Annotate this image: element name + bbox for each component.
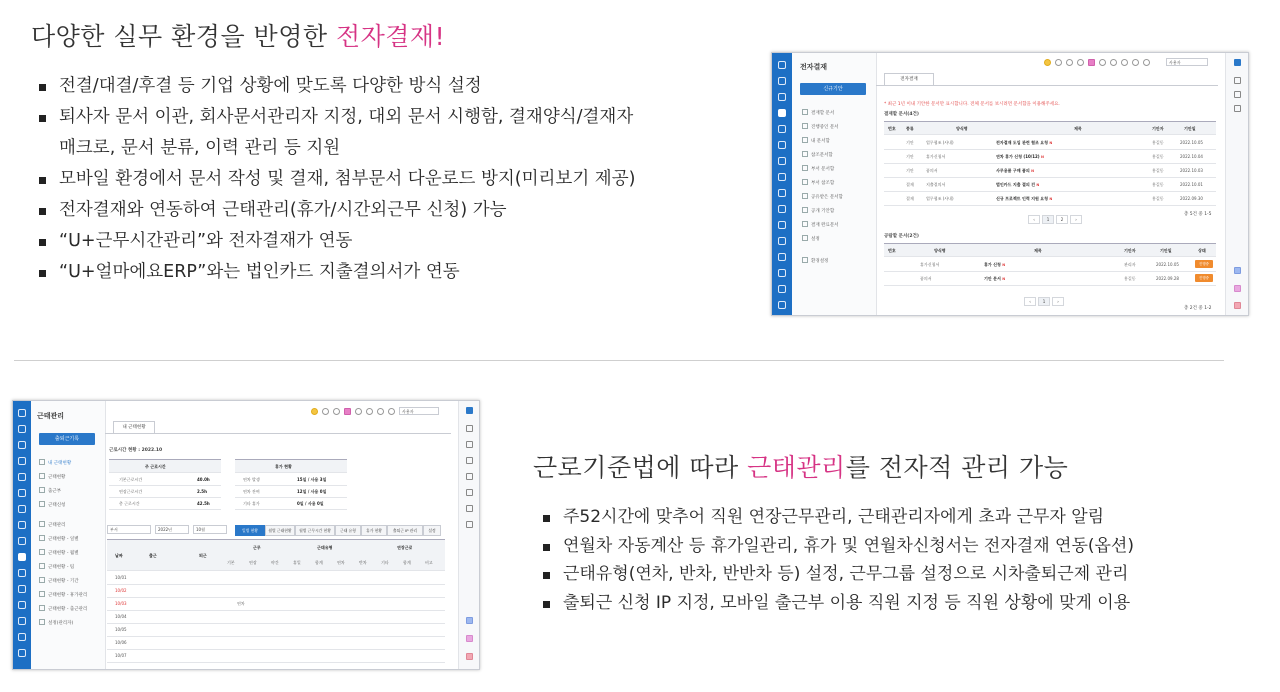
section2-title-suffix: 를 전자적 관리 가능 xyxy=(845,453,1069,482)
cell-drafter: 홍길동 xyxy=(1152,168,1164,173)
table-header xyxy=(884,244,1216,257)
cell-drafter: 홍길동 xyxy=(1124,276,1136,281)
cell-kind: 결재 xyxy=(906,196,914,201)
cell-note: 연차 xyxy=(237,601,245,606)
section1-bullet: “U+근무시간관리”와 전자결재가 연동 xyxy=(33,226,635,257)
settings-icon[interactable] xyxy=(778,285,786,293)
section2-bullet: 출퇴근 신청 IP 지정, 모바일 출근부 이용 직원 지정 등 직원 상황에 맞게 이용 xyxy=(537,589,1134,618)
notice-text: * 최근 1년 이내 기안한 문서만 표시합니다. 전체 문서를 보시려면 문서함을 이용해주세요. xyxy=(884,102,1060,107)
box-value: 40.0h xyxy=(197,477,210,482)
calendar-icon[interactable] xyxy=(466,617,473,624)
app-nav-rail xyxy=(13,401,31,669)
doc-icon[interactable] xyxy=(1234,77,1241,84)
col-header: 기안일 xyxy=(1184,126,1196,131)
col-header: 기안자 xyxy=(1124,248,1136,253)
subject-text: 법인카드 지출 결의 건 xyxy=(996,182,1035,187)
sub-header: 반차 xyxy=(359,560,367,565)
col-header: 제목 xyxy=(1074,126,1082,131)
sidebar-item[interactable]: 근태현황 xyxy=(39,473,65,480)
subject-text: 신규 프로젝트 인력 지원 요청 xyxy=(996,196,1048,201)
subject-text: 연차 휴가 신청 (10/12) xyxy=(996,154,1040,159)
drive-icon[interactable] xyxy=(778,157,786,165)
sidebar-item[interactable]: 참조문서함 xyxy=(802,151,833,158)
box-row xyxy=(109,497,221,510)
pager-page[interactable]: 1 xyxy=(1042,215,1054,224)
attendance-icon[interactable] xyxy=(778,189,786,197)
contacts-icon[interactable] xyxy=(778,141,786,149)
section-divider xyxy=(14,360,1224,361)
work-hours-box xyxy=(109,459,221,510)
view-chip[interactable]: 월별 근태현황 xyxy=(265,525,295,536)
list-icon[interactable] xyxy=(466,473,473,480)
top-toolbar xyxy=(311,408,395,415)
cell-date: 2022.10.01 xyxy=(1180,182,1203,187)
cell-kind: 기안 xyxy=(906,154,914,159)
user-select[interactable]: 사용자 xyxy=(399,407,439,415)
search-icon[interactable] xyxy=(333,408,340,415)
cell-date: 2022.09.30 xyxy=(1180,196,1203,201)
sub-header: 기타 xyxy=(381,560,389,565)
table1-page-info: 총 5건 중 1-5 xyxy=(1184,212,1212,217)
cell-form: 품의서 xyxy=(920,276,932,281)
section2-bullet: 연월차 자동계산 등 휴가일관리, 휴가 및 연월차신청서는 전자결재 연동(옵션) xyxy=(537,532,1134,561)
home-icon[interactable] xyxy=(778,61,786,69)
chart-icon[interactable] xyxy=(778,205,786,213)
sidebar-item[interactable]: 근태신청 xyxy=(39,501,65,508)
table-row[interactable] xyxy=(107,623,445,637)
box-label: 총 근로시간 xyxy=(119,501,140,506)
year-select[interactable]: 2022년 xyxy=(155,525,189,534)
col-header: 근무 xyxy=(253,545,261,550)
sidebar-item[interactable]: 진행중인 문서 xyxy=(802,123,839,130)
pager-page[interactable]: 2 xyxy=(1056,215,1068,224)
box-value: 15일 / 사용 3일 xyxy=(297,477,327,482)
cell-date: 10/01 xyxy=(115,575,127,580)
section1-bullet: “U+얼마에요ERP”와는 법인카드 지출결의서가 연동 xyxy=(33,257,635,288)
more-icon[interactable] xyxy=(18,649,26,657)
clock-in-button[interactable]: 출퇴근기록 xyxy=(39,433,95,445)
pager-next[interactable]: › xyxy=(1052,297,1064,306)
task-icon[interactable] xyxy=(778,173,786,181)
cell-form: 휴가신청서 xyxy=(920,262,940,267)
col-header: 번호 xyxy=(888,126,896,131)
sidebar-item[interactable]: 근태현황 - 휴가관리 xyxy=(39,591,87,598)
cell-date: 2022.09.28 xyxy=(1156,276,1179,281)
more-icon[interactable] xyxy=(778,301,786,309)
sidebar-item[interactable]: 설정 xyxy=(802,235,820,242)
pager-next[interactable]: › xyxy=(1070,215,1082,224)
user-icon[interactable] xyxy=(1234,105,1241,112)
table-row[interactable] xyxy=(884,177,1216,192)
table-row[interactable] xyxy=(107,584,445,598)
apps-icon[interactable] xyxy=(1234,59,1241,66)
cell-drafter: 홍길동 xyxy=(1152,140,1164,145)
note-icon[interactable] xyxy=(778,221,786,229)
box-label: 기타 휴가 xyxy=(243,501,260,506)
mail-badge-icon[interactable] xyxy=(344,408,351,415)
summary-title: 근로시간 현황 : 2022.10 xyxy=(109,448,163,453)
subject-text: 휴가 신청 xyxy=(984,262,1001,267)
doc-icon[interactable] xyxy=(466,425,473,432)
attendance-grid xyxy=(107,539,445,666)
clip-icon[interactable] xyxy=(778,253,786,261)
contacts-icon[interactable] xyxy=(377,408,384,415)
table-row[interactable] xyxy=(884,271,1216,286)
table2-page-info: 총 2건 중 1-2 xyxy=(1184,306,1212,311)
cell-date: 10/05 xyxy=(115,627,127,632)
people-icon[interactable] xyxy=(778,237,786,245)
table-row[interactable] xyxy=(107,636,445,650)
cell-subject[interactable]: 연차 휴가 신청 (10/12) N xyxy=(996,154,1044,159)
table-row[interactable] xyxy=(884,257,1216,272)
col-header: 양식명 xyxy=(956,126,968,131)
table1-pager xyxy=(1028,215,1082,224)
cell-drafter: 홍길동 xyxy=(1152,154,1164,159)
sub-header: 합계 xyxy=(403,560,411,565)
status-button[interactable]: 진행중 xyxy=(1195,260,1213,268)
app-title: 전자결재 xyxy=(800,63,828,71)
attendance-icon[interactable] xyxy=(18,553,26,561)
chat-icon[interactable] xyxy=(322,408,329,415)
sidebar-item[interactable]: 근태현황 - 월별 xyxy=(39,549,79,556)
box-label: 연차 발생 xyxy=(243,477,260,482)
user-select[interactable]: 사용자 xyxy=(1166,58,1208,66)
calendar-icon[interactable] xyxy=(1234,267,1241,274)
board-icon[interactable] xyxy=(778,125,786,133)
box-row xyxy=(235,497,347,510)
section1-bullet-text: 퇴사자 문서 이관, 회사문서관리자 지정, 대외 문서 시행함, 결재양식/결재자 xyxy=(59,107,634,127)
sidebar-item[interactable]: 결재할 문서 xyxy=(802,109,834,116)
subject-text: 전자결재 도입 관련 협조 요청 xyxy=(996,140,1048,145)
table-header xyxy=(884,122,1216,135)
gear-icon[interactable] xyxy=(388,408,395,415)
col-header: 근태유형 xyxy=(317,545,333,550)
app-nav-rail xyxy=(772,53,792,315)
section1-title-text: 다양한 실무 환경을 반영한 xyxy=(31,22,336,51)
col-header: 퇴근 xyxy=(199,553,207,558)
leave-status-box xyxy=(235,459,347,510)
cell-subject[interactable]: 전자결재 도입 관련 협조 요청 N xyxy=(996,140,1053,145)
section1-bullet: 전결/대결/후결 등 기업 상황에 맞도록 다양한 방식 설정 xyxy=(33,71,635,102)
app-title: 근태관리 xyxy=(37,412,65,420)
cell-form: 업무협조 (사내) xyxy=(926,196,954,201)
view-chip[interactable]: 월별 근무시간 현황 xyxy=(295,525,335,536)
box-value: 2.5h xyxy=(197,489,207,494)
cell-subject[interactable]: 법인카드 지출 결의 건 N xyxy=(996,182,1040,187)
col-header: 제목 xyxy=(1034,248,1042,253)
clock-icon[interactable] xyxy=(1234,91,1241,98)
table2-title: 공람할 문서(2건) xyxy=(884,234,919,239)
sub-header: 연장 xyxy=(249,560,257,565)
col-header: 종류 xyxy=(906,126,914,131)
sub-header: 야간 xyxy=(271,560,279,565)
table-row[interactable] xyxy=(884,191,1216,206)
view-chip[interactable]: 출퇴근 IP 관리 xyxy=(387,525,423,536)
sidebar-item[interactable]: 출근부 xyxy=(39,487,61,494)
subject-text: 기안 문서 xyxy=(984,276,1001,281)
calendar-icon[interactable] xyxy=(18,441,26,449)
sidebar-item[interactable]: 내 근태현황 xyxy=(39,459,71,466)
table-row[interactable] xyxy=(107,649,445,663)
attendance-app-screenshot xyxy=(12,400,480,670)
box-header xyxy=(109,460,221,473)
section2-bullet: 근태유형(연차, 반차, 반반차 등) 설정, 근무그룹 설정으로 시차출퇴근제 관리 xyxy=(537,560,1134,589)
cell-date: 10/07 xyxy=(115,653,127,658)
board-icon[interactable] xyxy=(1234,302,1241,309)
approval-sidebar xyxy=(792,53,877,315)
table-row[interactable] xyxy=(884,163,1216,178)
box-value: 12일 / 사용 0일 xyxy=(297,489,327,494)
search-icon[interactable] xyxy=(1066,59,1073,66)
share-icon[interactable] xyxy=(466,521,473,528)
sidebar-item[interactable]: 부서 문서함 xyxy=(802,165,834,172)
status-button[interactable]: 진행중 xyxy=(1195,274,1213,282)
box-value: 42.5h xyxy=(197,501,210,506)
sidebar-item[interactable]: 근태현황 - 출근관리 xyxy=(39,605,87,612)
sub-header: 휴일 xyxy=(293,560,301,565)
phone-icon[interactable] xyxy=(778,269,786,277)
col-header: 연장근로 xyxy=(397,545,413,550)
task-icon[interactable] xyxy=(18,521,26,529)
cell-date: 2022.10.05 xyxy=(1156,262,1179,267)
table-row[interactable] xyxy=(884,149,1216,164)
right-quick-bar xyxy=(1225,53,1248,315)
mail-icon[interactable] xyxy=(18,425,26,433)
box-title: 주 근로시간 xyxy=(145,464,166,469)
apps-icon[interactable] xyxy=(466,407,473,414)
sidebar-item[interactable]: 근태관리 xyxy=(39,521,65,528)
attendance-sidebar xyxy=(31,401,106,669)
box-label: 연장근로시간 xyxy=(119,489,143,494)
drive-icon[interactable] xyxy=(18,505,26,513)
note-icon[interactable] xyxy=(18,569,26,577)
sub-header: 기본 xyxy=(227,560,235,565)
table1-title: 결재할 문서(4건) xyxy=(884,112,919,117)
table-row[interactable] xyxy=(107,571,445,585)
section1-title xyxy=(31,17,445,53)
clock-icon[interactable] xyxy=(466,441,473,448)
gear-icon[interactable] xyxy=(1132,59,1139,66)
tab-approval[interactable]: 전자결재 xyxy=(884,73,934,86)
col-header: 출근 xyxy=(149,553,157,558)
table-row[interactable] xyxy=(107,597,445,611)
cell-kind: 결재 xyxy=(906,182,914,187)
col-header: 상태 xyxy=(1198,248,1206,253)
approval-icon[interactable] xyxy=(18,457,26,465)
section1-bullet: 전자결재와 연동하여 근태관리(휴가/시간외근무 신청) 가능 xyxy=(33,195,635,226)
section1-bullet xyxy=(33,102,635,164)
memo-icon[interactable] xyxy=(466,635,473,642)
col-header: 날짜 xyxy=(115,553,123,558)
cell-subject[interactable]: 휴가 신청 N xyxy=(984,262,1006,267)
cell-date: 2022.10.03 xyxy=(1180,168,1203,173)
settings-icon[interactable] xyxy=(18,633,26,641)
memo-icon[interactable] xyxy=(1077,59,1084,66)
phone-icon[interactable] xyxy=(18,617,26,625)
notification-icon[interactable] xyxy=(1044,59,1051,66)
sidebar-item-settings[interactable]: 환경설정 xyxy=(802,257,828,264)
grid-header xyxy=(107,540,445,571)
cell-drafter: 홍길동 xyxy=(1152,182,1164,187)
cell-subject[interactable]: 기안 문서 N xyxy=(984,276,1006,281)
tab-underline xyxy=(876,85,1218,86)
section2-title xyxy=(533,448,1068,484)
note-icon[interactable] xyxy=(1099,59,1106,66)
col-header: 기안일 xyxy=(1160,248,1172,253)
cell-kind: 기안 xyxy=(906,140,914,145)
sidebar-item[interactable]: 근태현황 - 팀 xyxy=(39,563,74,570)
sidebar-item[interactable]: 부서 참조함 xyxy=(802,179,834,186)
box-label: 연차 잔여 xyxy=(243,489,260,494)
folder-icon[interactable] xyxy=(466,489,473,496)
cell-form: 지출결의서 xyxy=(926,182,946,187)
sidebar-item[interactable]: 공개 기안함 xyxy=(802,207,834,214)
view-chip[interactable]: 휴가 현황 xyxy=(361,525,387,536)
col-header: 번호 xyxy=(888,248,896,253)
print-icon[interactable] xyxy=(466,505,473,512)
top-toolbar xyxy=(1044,59,1150,66)
view-chip[interactable]: 근태 유형 xyxy=(335,525,361,536)
cell-date: 2022.10.04 xyxy=(1180,154,1203,159)
section1-title-suffix: ! xyxy=(434,22,446,51)
table-row[interactable] xyxy=(884,135,1216,150)
cell-date: 10/06 xyxy=(115,640,127,645)
table-row[interactable] xyxy=(107,610,445,624)
subject-text: 사무용품 구매 품의 xyxy=(996,168,1030,173)
section1-bullet: 모바일 환경에서 문서 작성 및 결재, 첨부문서 다운로드 방지(미리보기 제공) xyxy=(33,164,635,195)
section2-title-text: 근로기준법에 따라 xyxy=(533,453,748,482)
memo-icon[interactable] xyxy=(1234,285,1241,292)
board-icon[interactable] xyxy=(466,653,473,660)
sidebar-item[interactable]: 공유받은 문서함 xyxy=(802,193,843,200)
section1-bullet-continuation: 매크로, 문서 분류, 이력 관리 등 지원 xyxy=(59,138,341,158)
approval-icon[interactable] xyxy=(778,109,786,117)
section1-title-accent: 전자결재 xyxy=(335,22,435,51)
contacts-icon[interactable] xyxy=(18,489,26,497)
dept-select[interactable]: 부서 xyxy=(107,525,151,534)
cell-date: 10/03 xyxy=(115,601,127,606)
cell-form: 업무협조 (사내) xyxy=(926,140,954,145)
right-quick-bar xyxy=(458,401,479,669)
pager-prev[interactable]: ‹ xyxy=(1024,297,1036,306)
month-select[interactable]: 10월 xyxy=(193,525,227,534)
calendar-icon[interactable] xyxy=(778,93,786,101)
sidebar-item[interactable]: 내 문서함 xyxy=(802,137,830,144)
col-header: 기안자 xyxy=(1152,126,1164,131)
pager-page[interactable]: 1 xyxy=(1038,297,1050,306)
calendar-icon[interactable] xyxy=(1110,59,1117,66)
view-chip[interactable]: 일별 현황 xyxy=(235,525,265,536)
user-icon[interactable] xyxy=(466,457,473,464)
cell-drafter: 관리자 xyxy=(1124,262,1136,267)
pending-approvals-table xyxy=(884,121,1216,208)
table2-pager xyxy=(1024,297,1064,306)
help-icon[interactable] xyxy=(1143,59,1150,66)
sidebar-item[interactable]: 설정(관리자) xyxy=(39,619,73,626)
chart-icon[interactable] xyxy=(18,537,26,545)
section2-title-accent: 근태관리 xyxy=(747,453,846,482)
people-icon[interactable] xyxy=(18,585,26,593)
board-icon[interactable] xyxy=(18,473,26,481)
note-icon[interactable] xyxy=(355,408,362,415)
box-value: 0일 / 사용 0일 xyxy=(297,501,324,506)
mail-badge-icon[interactable] xyxy=(1088,59,1095,66)
cell-subject[interactable]: 신규 프로젝트 인력 지원 요청 N xyxy=(996,196,1053,201)
cell-kind: 기안 xyxy=(906,168,914,173)
circulation-table xyxy=(884,243,1216,286)
cell-form: 휴가신청서 xyxy=(926,154,946,159)
sidebar-item[interactable]: 결재 완료문서 xyxy=(802,221,839,228)
box-title: 휴가 현황 xyxy=(275,464,292,469)
cell-drafter: 홍길동 xyxy=(1152,196,1164,201)
new-draft-button[interactable]: 신규기안 xyxy=(800,83,866,95)
cell-subject[interactable]: 사무용품 구매 품의 N xyxy=(996,168,1035,173)
box-label: 기본근로시간 xyxy=(119,477,143,482)
calendar-icon[interactable] xyxy=(366,408,373,415)
cell-form: 품의서 xyxy=(926,168,938,173)
tab-underline xyxy=(105,433,451,434)
pager-prev[interactable]: ‹ xyxy=(1028,215,1040,224)
view-chip[interactable]: 설정 xyxy=(423,525,441,536)
cell-date: 2022.10.05 xyxy=(1180,140,1203,145)
clip-icon[interactable] xyxy=(18,601,26,609)
section2-bullet-list xyxy=(537,503,1134,617)
col-header: 양식명 xyxy=(934,248,946,253)
cell-date: 10/02 xyxy=(115,588,127,593)
mail-icon[interactable] xyxy=(778,77,786,85)
contacts-icon[interactable] xyxy=(1121,59,1128,66)
home-icon[interactable] xyxy=(18,409,26,417)
section2-bullet: 주52시간에 맞추어 직원 연장근무관리, 근태관리자에게 초과 근무자 알림 xyxy=(537,503,1134,532)
sub-header: 연차 xyxy=(337,560,345,565)
chat-icon[interactable] xyxy=(1055,59,1062,66)
box-header xyxy=(235,460,347,473)
sidebar-item[interactable]: 근태현황 - 기간 xyxy=(39,577,79,584)
notification-icon[interactable] xyxy=(311,408,318,415)
tab-my-attendance[interactable]: 내 근태현황 xyxy=(113,421,155,434)
section1-bullet-list xyxy=(33,71,635,288)
sub-header: 비고 xyxy=(425,560,433,565)
sidebar-item[interactable]: 근태현황 - 일별 xyxy=(39,535,79,542)
sub-header: 합계 xyxy=(315,560,323,565)
cell-date: 10/04 xyxy=(115,614,127,619)
approval-app-screenshot xyxy=(771,52,1249,316)
